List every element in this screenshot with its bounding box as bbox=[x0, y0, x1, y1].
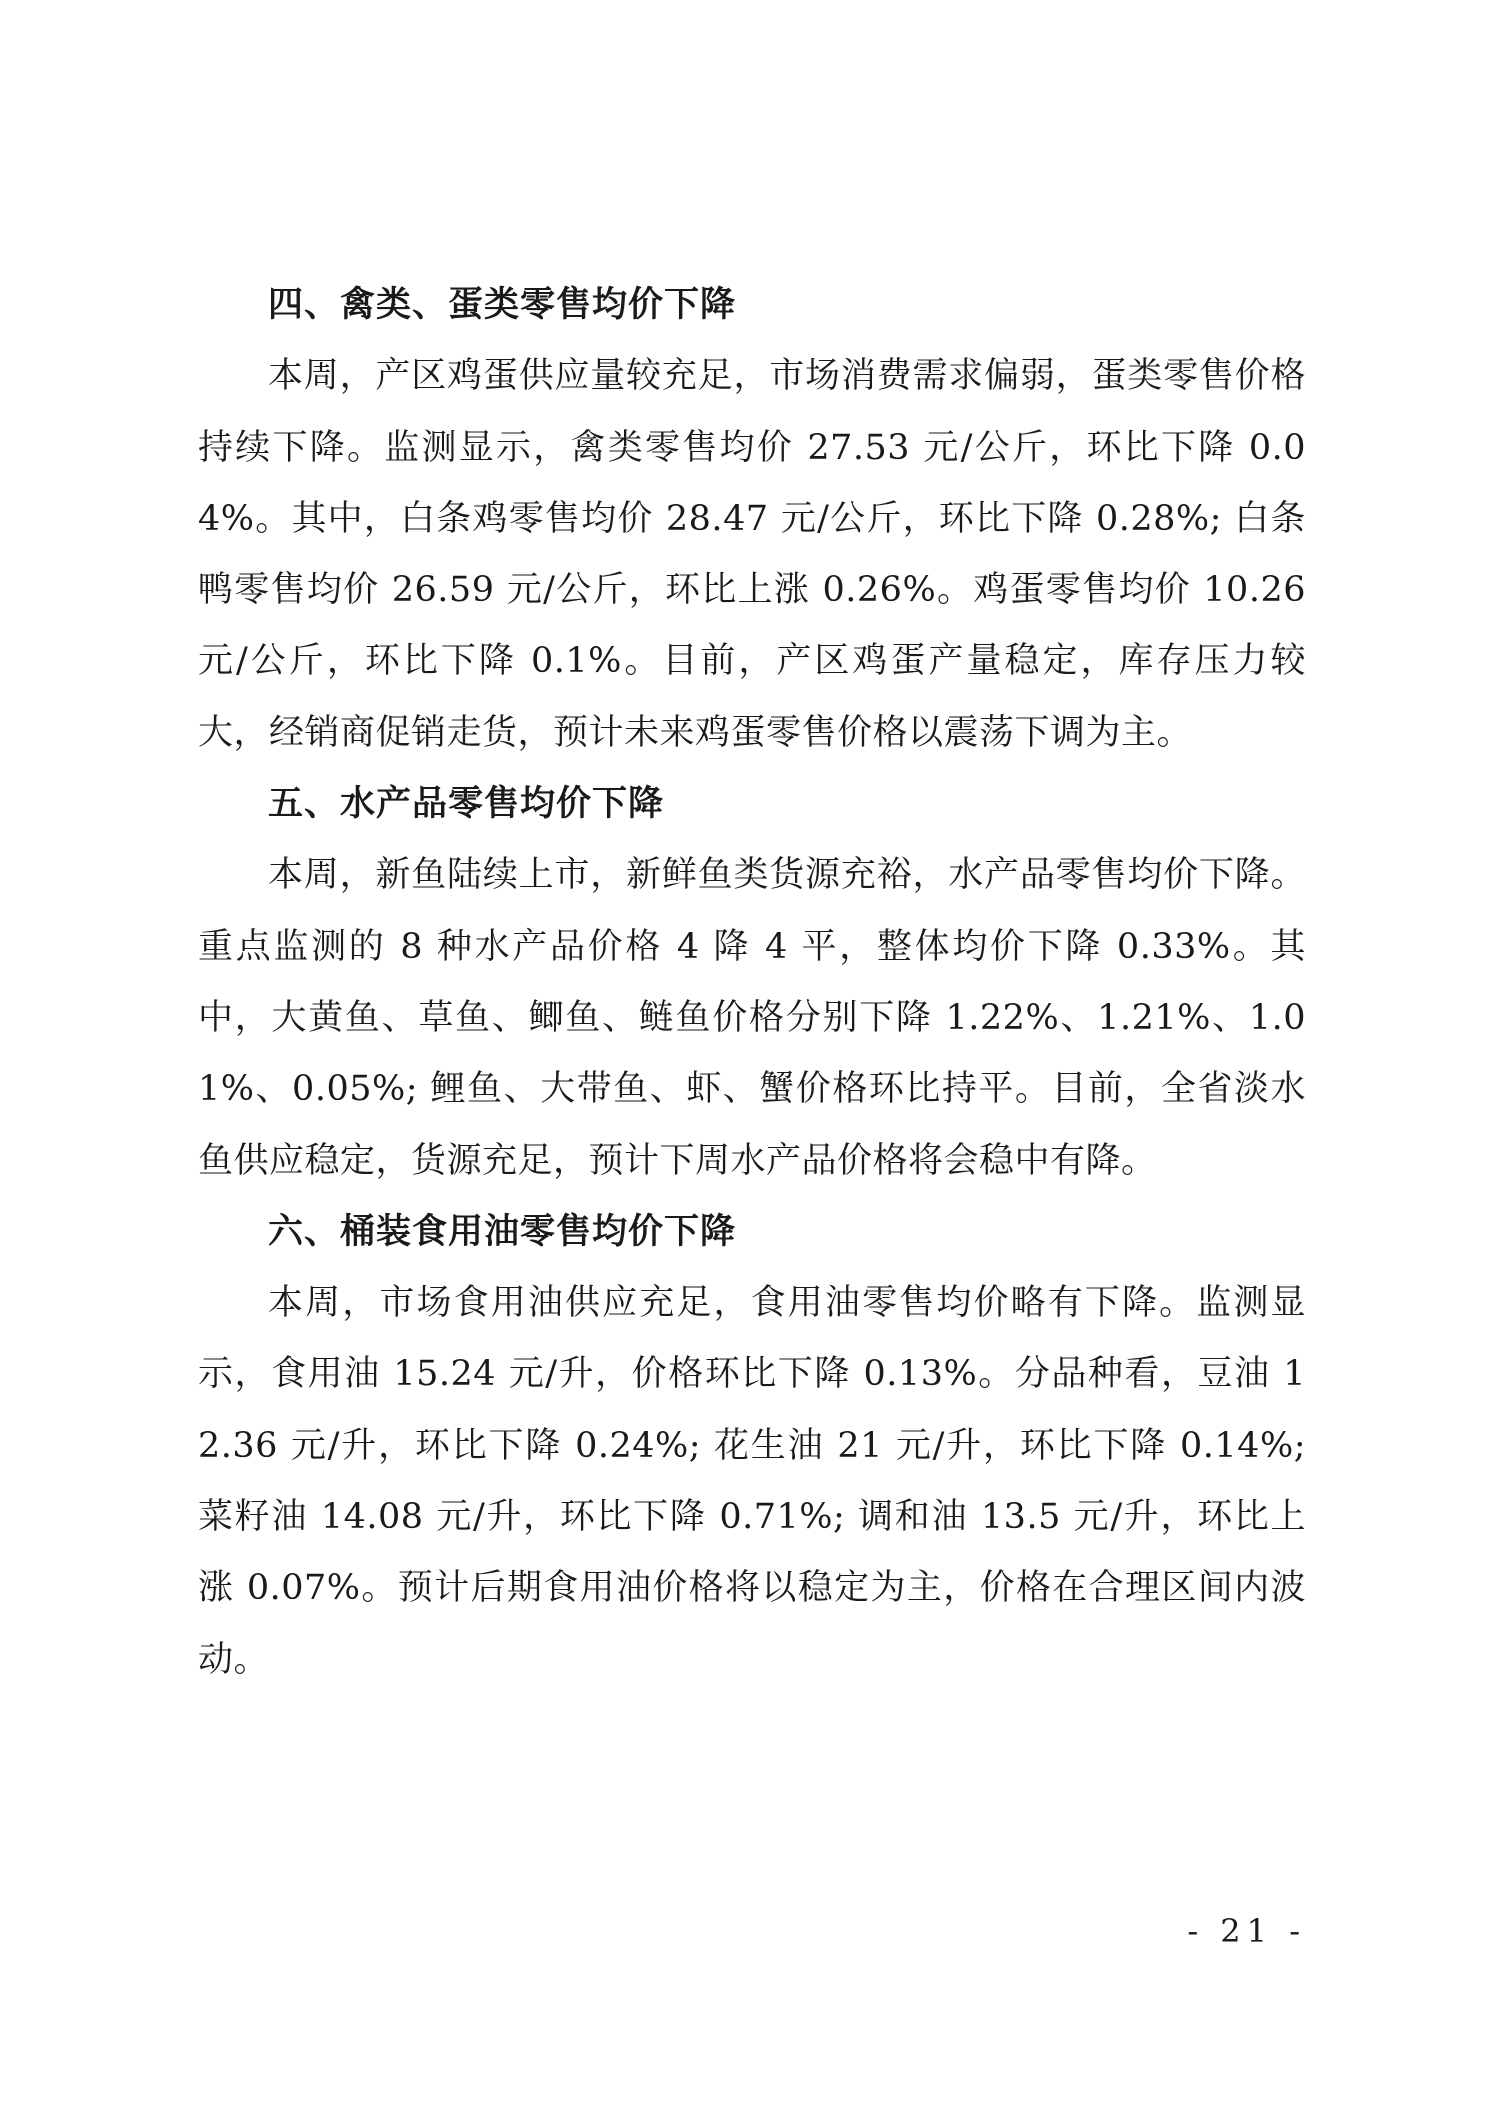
section-body-edible-oil: 本周，市场食用油供应充足，食用油零售均价略有下降。监测显示，食用油 15.24 元/升，价格环比下降 0.13%。分品种看，豆油 12.36 元/升，环比下降 0.24%; 花生油 21 元/升，环比下降 0.14%; 菜籽油 14.08 元/升，环比下降 0.71%; 调和油 13.5 元/升，环比上涨 0.07%。预计后期食用油价格将以稳定为主，价格在合理区间内波动。 bbox=[198, 1283, 1306, 1680]
page-number: - 21 - bbox=[1187, 1912, 1306, 1950]
section-heading-poultry-eggs: 四、禽类、蛋类零售均价下降 bbox=[268, 285, 737, 325]
section-body-aquatic-products: 本周，新鱼陆续上市，新鲜鱼类货源充裕，水产品零售均价下降。重点监测的 8 种水产品价格 4 降 4 平，整体均价下降 0.33%。其中，大黄鱼、草鱼、鲫鱼、鲢鱼价格分别下降 1.22%、1.21%、1.01%、0.05%; 鲤鱼、大带鱼、虾、蟹价格环比持平。目前，全省淡水鱼供应稳定，货源充足，预计下周水产品价格将会稳中有降。 bbox=[198, 855, 1306, 1181]
section-heading-aquatic-products: 五、水产品零售均价下降 bbox=[268, 784, 665, 825]
section-body-poultry-eggs: 本周，产区鸡蛋供应量较充足，市场消费需求偏弱，蛋类零售价格持续下降。监测显示，禽类零售均价 27.53 元/公斤，环比下降 0.04%。其中，白条鸡零售均价 28.47 元/公斤，环比下降 0.28%; 白条鸭零售均价 26.59 元/公斤，环比上涨 0.26%。鸡蛋零售均价 10.26 元/公斤，环比下降 0.1%。目前，产区鸡蛋产量稳定，库存压力较大，经销商促销走货，预计未来鸡蛋零售价格以震荡下调为主。 bbox=[198, 356, 1306, 753]
section-heading-edible-oil: 六、桶装食用油零售均价下降 bbox=[268, 1211, 737, 1252]
document-content bbox=[198, 270, 1306, 1696]
